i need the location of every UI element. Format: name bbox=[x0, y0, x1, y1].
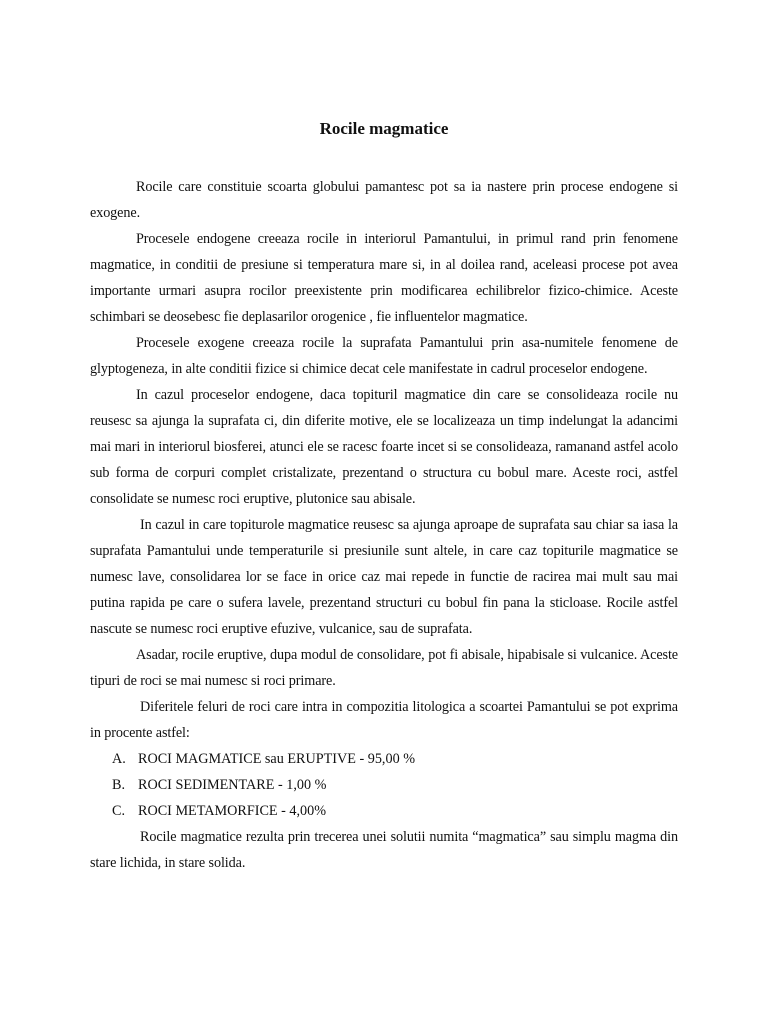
list-item bbox=[90, 746, 678, 772]
paragraph-6: Asadar, rocile eruptive, dupa modul de consolidare, pot fi abisale, hipabisale si vulcanice. Aceste tipuri de roci se mai numesc si roci primare. bbox=[90, 647, 678, 689]
paragraph-8: Rocile magmatice rezulta prin trecerea unei solutii numita “magmatica” sau simplu magma din stare lichida, in stare solida. bbox=[90, 829, 678, 871]
rock-percentage-list bbox=[90, 746, 678, 824]
document-body bbox=[90, 174, 678, 876]
paragraph-1: Rocile care constituie scoarta globului pamantesc pot sa ia nastere prin procese endogene si exogene. bbox=[90, 179, 678, 221]
paragraph-7: Diferitele feluri de roci care intra in compozitia litologica a scoartei Pamantului se pot exprima in procente astfel: bbox=[90, 699, 678, 741]
paragraph-3: Procesele exogene creeaza rocile la suprafata Pamantului prin asa-numitele fenomene de glyptogeneza, in alte conditii fizice si chimice decat cele manifestate in cadrul proceselor endogene. bbox=[90, 335, 678, 377]
paragraph-5: In cazul in care topiturole magmatice reusesc sa ajunga aproape de suprafata sau chiar sa iasa la suprafata Pamantului unde temperaturile si presiunile sunt altele, in care caz topiturile magmatice se numesc lave, consolidarea lor se face in orice caz mai repede in functie de racirea mai mult sau mai putina rapida pe care o sufera lavele, prezentand structuri cu bobul fin pana la sticloase. Rocile astfel nascute se numesc roci eruptive efuzive, vulcanice, sau de suprafata. bbox=[90, 517, 678, 637]
list-item bbox=[90, 772, 678, 798]
list-marker: C. bbox=[112, 803, 126, 819]
list-marker: A. bbox=[112, 751, 126, 767]
list-item bbox=[90, 798, 678, 824]
list-item-text: ROCI MAGMATICE sau ERUPTIVE - 95,00 % bbox=[138, 751, 416, 767]
list-item-text: ROCI SEDIMENTARE - 1,00 % bbox=[138, 777, 327, 793]
paragraph-4: In cazul proceselor endogene, daca topituril magmatice din care se consolideaza rocile nu reusesc sa ajunga la suprafata ci, din diferite motive, ele se localizeaza un timp indelungat la adancimi mai mari in interiorul biosferei, atunci ele se racesc foarte incet si se consolideaza, ramanand astfel acolo sub forma de corpuri complet cristalizate, prezentand o structura cu bobul mare. Aceste roci, astfel consolidate se numesc roci eruptive, plutonice sau abisale. bbox=[90, 387, 678, 507]
document-page bbox=[90, 0, 678, 876]
list-marker: B. bbox=[112, 777, 126, 793]
paragraph-2: Procesele endogene creeaza rocile in interiorul Pamantului, in primul rand prin fenomene magmatice, in conditii de presiune si temperatura mare si, in al doilea rand, aceleasi procese pot avea importante urmari asupra rocilor preexistente prin modificarea echilibrelor fizico-chimice. Aceste schimbari se deosebesc fie deplasarilor orogenice , fie influentelor magmatice. bbox=[90, 231, 678, 325]
document-title: Rocile magmatice bbox=[319, 119, 449, 138]
list-item-text: ROCI METAMORFICE - 4,00% bbox=[138, 803, 327, 819]
